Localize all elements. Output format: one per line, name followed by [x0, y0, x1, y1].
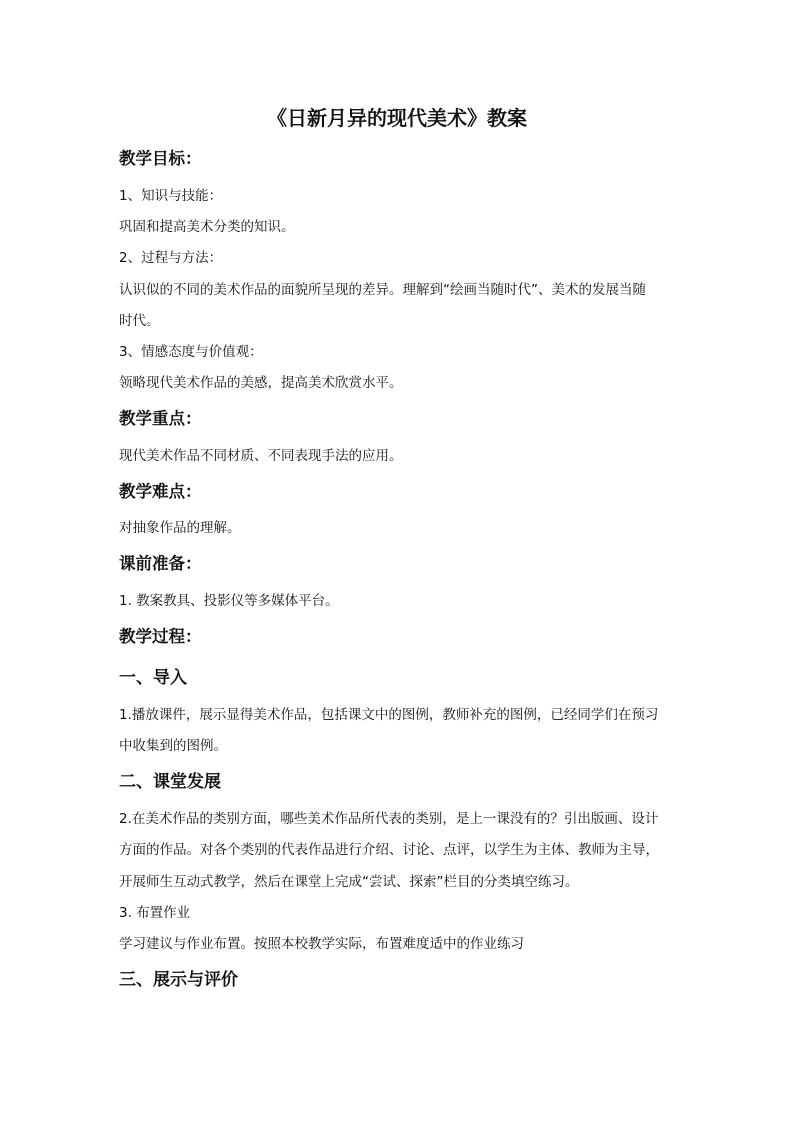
difficulties-text: 对抽象作品的理解。	[119, 520, 241, 536]
part3-heading: 三、展示与评价	[119, 970, 238, 990]
preparation-text: 1. 教案教具、投影仪等多媒体平台。	[119, 593, 339, 609]
objectives-heading: 教学目标：	[119, 149, 202, 168]
objective-2-text-line2: 时代。	[119, 313, 160, 329]
part2-line1: 2.在美术作品的类别方面，哪些美术作品所代表的类别，是上一课没有的？引出版画、设计	[119, 811, 659, 827]
objective-2-text-line1: 认识似的不同的美术作品的面貌所呈现的差异。理解到“绘画当随时代”、美术的发展当随	[119, 282, 646, 298]
objective-1-heading: 1、知识与技能：	[119, 188, 223, 204]
objective-3-heading: 3、情感态度与价值观：	[119, 344, 263, 360]
part1-line1: 1.播放课件，展示显得美术作品，包括课文中的图例，教师补充的图例，已经同学们在预习	[119, 707, 659, 723]
homework-text: 学习建议与作业布置。按照本校教学实际，布置难度适中的作业练习	[119, 936, 524, 952]
part2-heading: 二、课堂发展	[119, 772, 221, 792]
part1-line2: 中收集到的图例。	[119, 738, 227, 754]
objective-3-text: 领略现代美术作品的美感，提高美术欣赏水平。	[119, 375, 403, 391]
key-points-text: 现代美术作品不同材质、不同表现手法的应用。	[119, 448, 403, 464]
difficulties-heading: 教学难点：	[119, 482, 202, 501]
part1-heading: 一、导入	[119, 668, 187, 688]
part2-line3: 开展师生互动式教学，然后在课堂上完成“尝试、探索”栏目的分类填空练习。	[119, 874, 579, 890]
preparation-heading: 课前准备：	[119, 554, 202, 573]
key-points-heading: 教学重点：	[119, 409, 202, 428]
process-heading: 教学过程：	[119, 627, 202, 646]
objective-1-text: 巩固和提高美术分类的知识。	[119, 219, 295, 235]
document-title: 《日新月异的现代美术》教案	[267, 106, 527, 130]
objective-2-heading: 2、过程与方法：	[119, 250, 223, 266]
part2-line2: 方面的作品。对各个类别的代表作品进行介绍、讨论、点评，以学生为主体、教师为主导，	[119, 842, 659, 858]
homework-heading: 3. 布置作业	[119, 905, 191, 921]
